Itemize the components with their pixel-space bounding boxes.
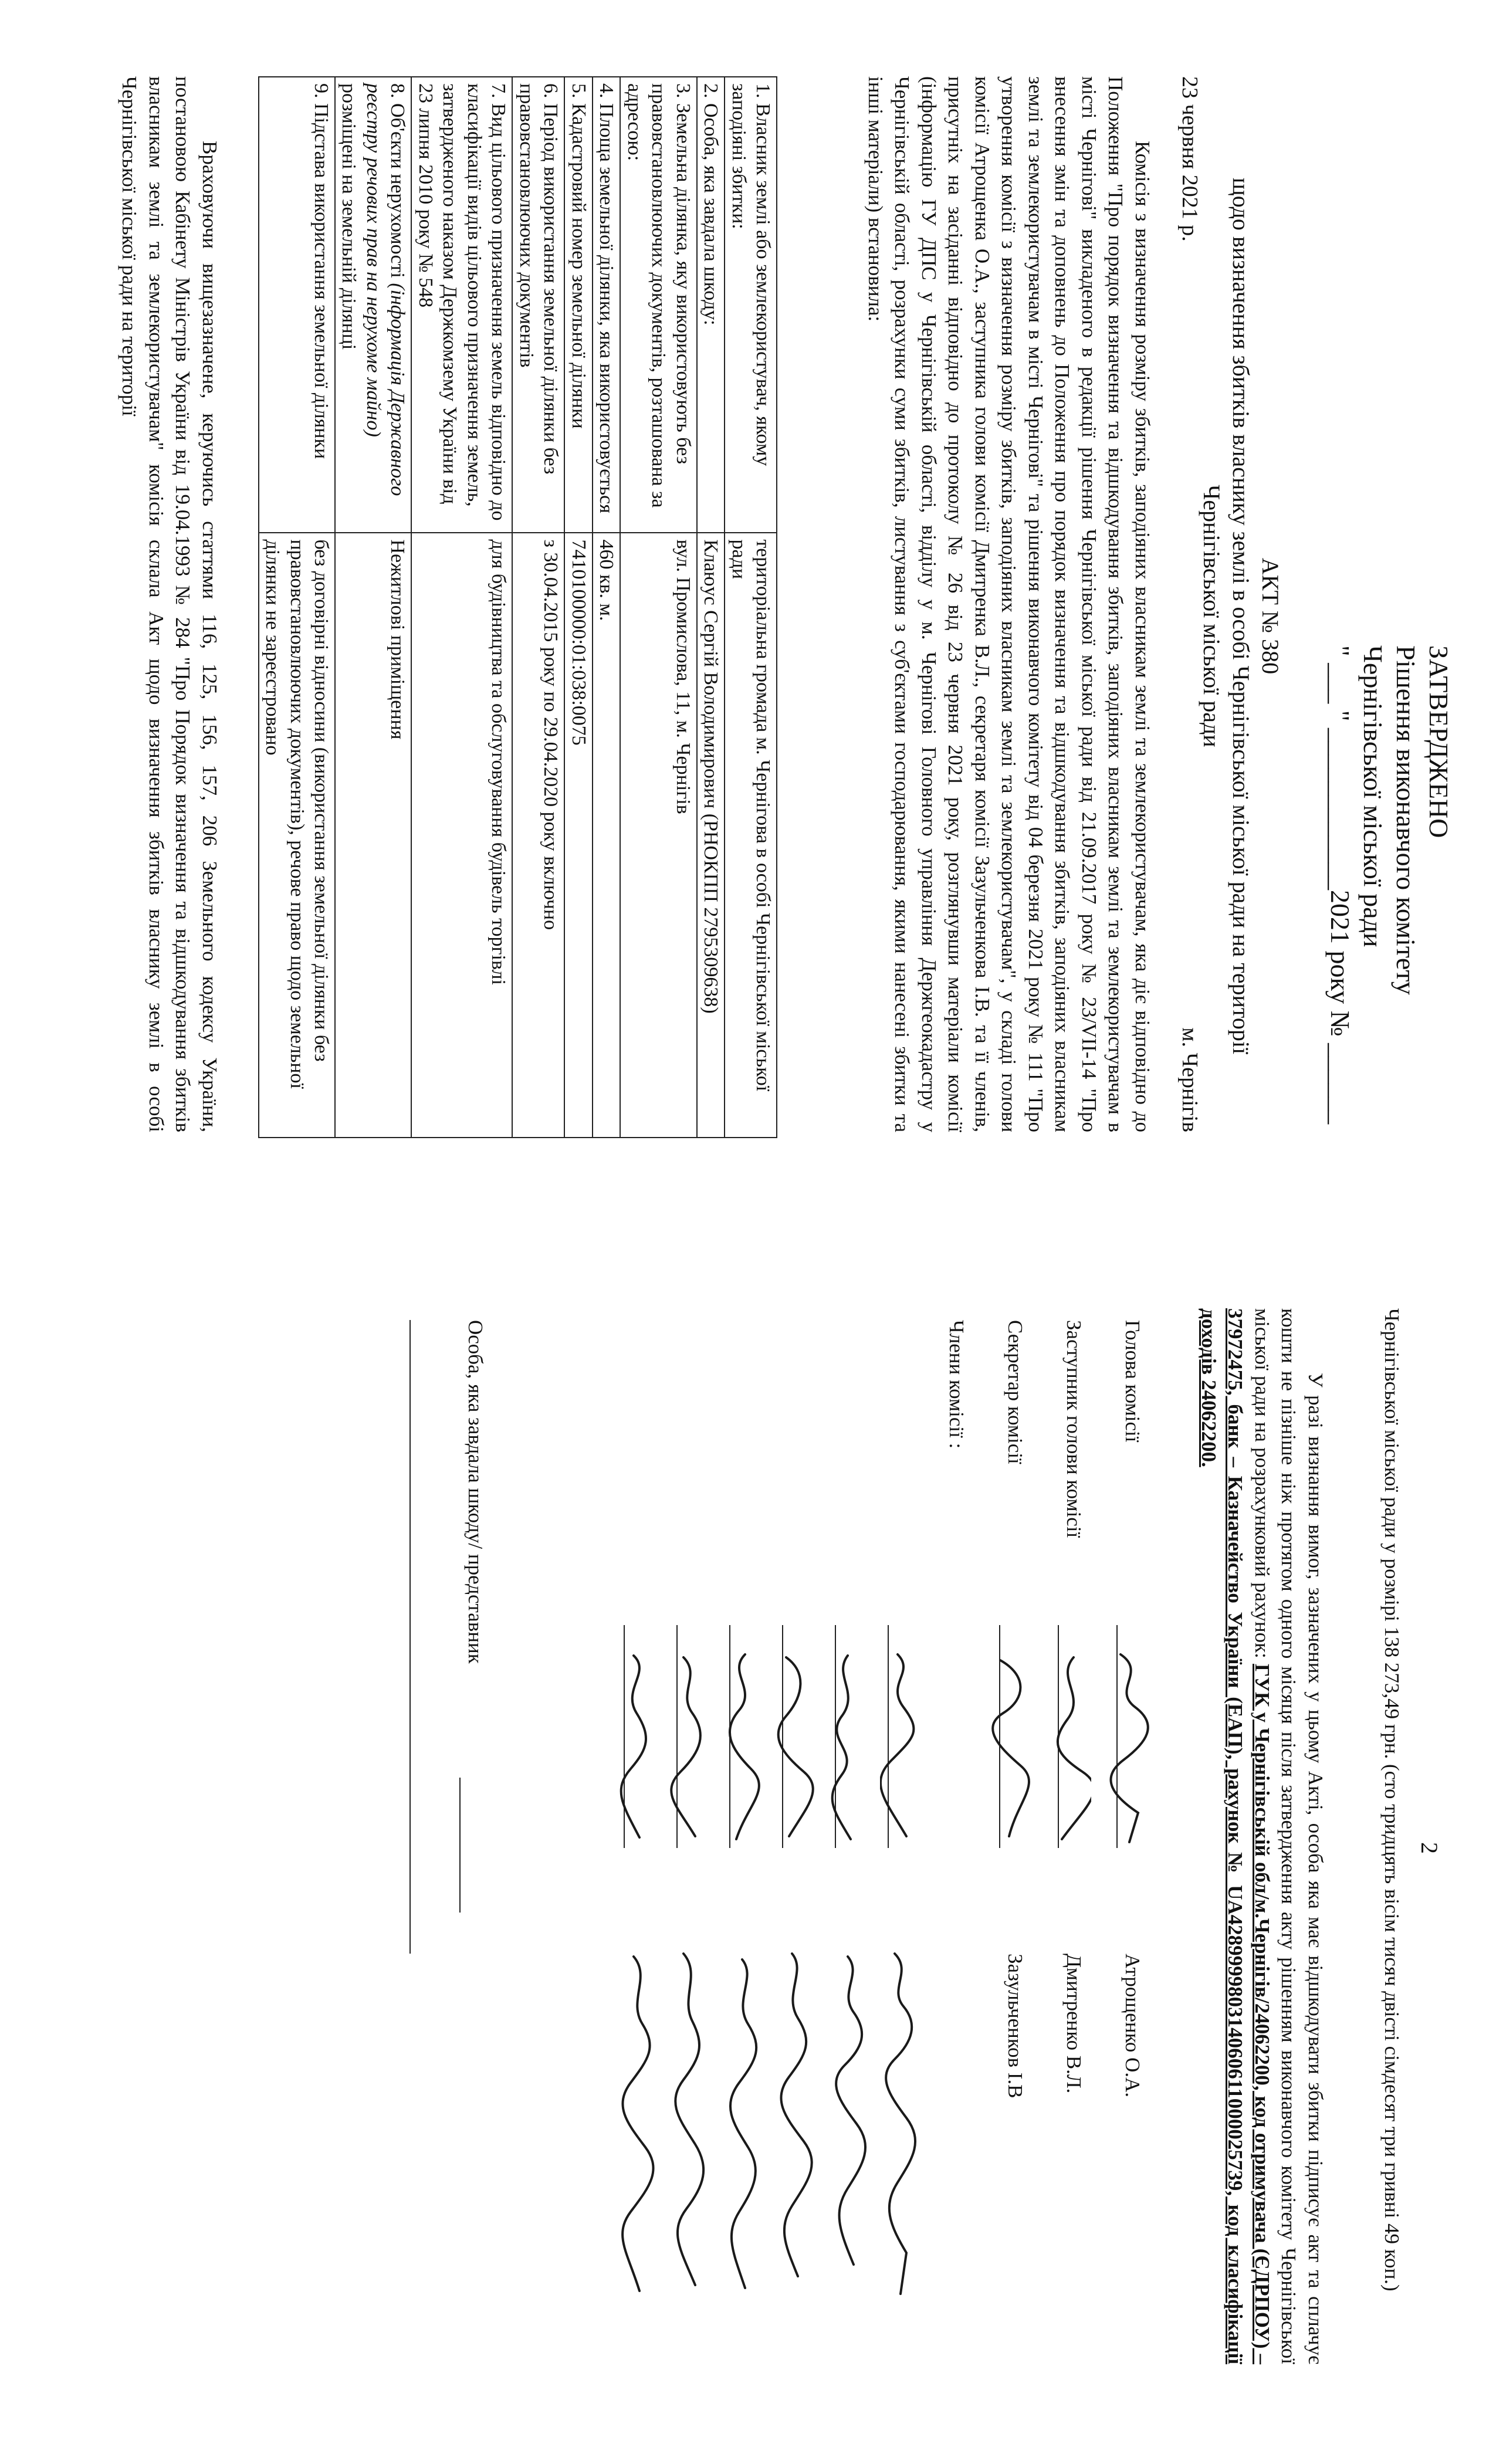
head-label: Голова комісії xyxy=(1121,1320,1144,1443)
act-place: м. Чернігів xyxy=(1177,1027,1202,1132)
handwritten-name-scribble xyxy=(613,1948,660,2300)
table-label-text: 8. Об'єкти нерухомості xyxy=(387,83,409,283)
signature-row-deputy xyxy=(1050,1320,1085,2259)
deputy-label: Заступник голови комісії xyxy=(1062,1320,1085,1538)
table-label-italic: (інформація Державного реєстру речових прав на нерухоме майно) xyxy=(362,83,409,496)
signature-row-secretary xyxy=(991,1320,1027,2259)
signature-row-members xyxy=(933,1320,968,2259)
head-name: Атрощенко О.А. xyxy=(1121,1954,1144,2097)
page-number: 2 xyxy=(1416,1842,1443,1854)
approval-line-1: Рішення виконавчого комітету xyxy=(1390,645,1421,995)
table-value: з 30.04.2015 року по 29.04.2020 року включно xyxy=(512,533,564,1138)
land-info-table xyxy=(258,76,777,1138)
table-label: 5. Кадастровий номер земельної ділянки xyxy=(564,77,592,533)
payment-text: У разі визнання вимог, зазначених у цьому Акті, особа яка має відшкодувати збитки підписує акт та сплачує кошти не пізніше ніж протягом одного місяця після затвердження акту рішенням виконавчого комітету Чернігівської міської ради на розрахунковий рахунок: xyxy=(1251,1308,1327,2364)
table-label-tail: розміщені на земельній ділянці xyxy=(338,83,360,350)
table-label: 4. Площа земельної ділянки, яка використовується xyxy=(593,77,620,533)
signature-row-head xyxy=(1109,1320,1144,2259)
signature-scribble xyxy=(991,1649,1033,1848)
secretary-name: Зазульченков І.В xyxy=(1004,1954,1027,2099)
table-row xyxy=(259,77,335,1138)
act-title-block xyxy=(1197,0,1285,1232)
table-value: Нежитлові приміщення xyxy=(335,533,411,1138)
table-label: 6. Період використання земельної ділянки без правовстановлюючих документів xyxy=(512,77,564,533)
table-value: для будівництва та обслуговування будівель торгівлі xyxy=(411,533,512,1138)
table-row xyxy=(725,77,777,1138)
perpetrator-label: Особа, яка завдала шкоду/ представник xyxy=(464,1320,487,1664)
payment-account-details: ГУК у Чернігівській обл/м.Чернігів/24062200, код отримувача (ЄДРПОУ) – 37972475, банк – Казначейство України (ЕАП), рахунок № UA428999980314060611000025739, код класифікації доходів 24062200. xyxy=(1197,1308,1274,2364)
approval-line-2: Чернігівської міської ради xyxy=(1358,645,1388,947)
member-signature-row xyxy=(669,1320,704,2259)
members-label: Члени комісії : xyxy=(945,1320,968,1449)
table-label: 2. Особа, яка завдала шкоду: xyxy=(697,77,725,533)
table-value: вул. Промислова, 11, м. Чернігів xyxy=(620,533,696,1138)
signature-scribble xyxy=(722,1649,763,1848)
approved-label: ЗАТВЕРДЖЕНО xyxy=(1424,645,1454,838)
table-value: територіальна громада м. Чернігова в особі Чернігівської міської ради xyxy=(725,533,777,1138)
table-row xyxy=(697,77,725,1138)
signature-scribble xyxy=(774,1649,815,1848)
approval-stamp-block xyxy=(1324,645,1455,1173)
handwritten-name-scribble xyxy=(719,1948,766,2300)
table-label: 9. Підстава використання земельної ділянки xyxy=(259,77,335,533)
member-signature-row xyxy=(827,1320,862,2259)
signature-scribble xyxy=(1109,1649,1150,1848)
signature-scribble xyxy=(880,1649,921,1848)
table-value: Клаюус Сергій Володимирович (РНОКПП 2795309638) xyxy=(697,533,725,1138)
table-row xyxy=(564,77,592,1138)
act-subtitle-1: щодо визначення збитків власнику землі в особі Чернігівської міської ради на території xyxy=(1228,177,1254,1055)
member-signature-row xyxy=(722,1320,757,2259)
handwritten-name-scribble xyxy=(666,1948,713,2300)
signature-scribble xyxy=(1050,1649,1091,1848)
signature-scribble xyxy=(616,1649,657,1848)
table-label: 1. Власник землі або землекористувач, якому заподіяні збитки: xyxy=(725,77,777,533)
handwritten-name-scribble xyxy=(771,1948,818,2300)
signature-scribble xyxy=(669,1649,710,1848)
perpetrator-signature-line xyxy=(459,1778,461,1913)
act-subtitle-2: Чернігівської міської ради xyxy=(1199,485,1225,747)
table-row xyxy=(335,77,411,1138)
page-two xyxy=(0,1232,1496,2464)
payment-paragraph xyxy=(1196,1308,1329,2364)
member-signature-row xyxy=(880,1320,915,2259)
table-value: 7410100000:01:038:0075 xyxy=(564,533,592,1138)
handwritten-name-scribble xyxy=(877,1948,924,2300)
intro-paragraph: Комісія з визначення розміру збитків, заподіяних власникам землі та землекористувачам, яка діє відповідно до Положення "Про порядок визначення та відшкодування збитків, заподіяних власникам землі та землекористувачам в місті Чернігові" викладеного в редакції рішення Чернігівської міської ради від 21.09.2017 року № 23/VII-14 "Про внесення змін та доповнень до Положення про порядок визначення та відшкодування збитків, заподіяних власникам землі та землекористувачам в місті Чернігові" та рішення виконавчого комітету від 04 березня 2021 року № 111 "Про утворення комісії з визначення розміру збитків, заподіяних власникам землі та землекористувачам", у складі голови комісії Атрощенка О.А., заступника голови комісії Дмитренка В.Л., секретаря комісії Зазульченкова І.В. та її членів, присутніх на засіданні відповідно до протоколу № 26 від 23 червня 2021 року, розглянувши матеріали комісії (інформацію ГУ ДПС у Чернігівській області, відділу у м. Чернігові Головного управління Держгеокадастру у Чернігівській області, розрахунки суми збитків, листування з суб'єктами господарювання, якими нанесені збитки та інші матеріали) встановила: xyxy=(864,76,1154,1132)
act-title: АКТ № 380 xyxy=(1257,557,1284,675)
table-label: 3. Земельна ділянка, яку використовують без правовстановлюючих документів, розташована за адресою: xyxy=(620,77,696,533)
signature-scribble xyxy=(827,1649,868,1848)
table-label: 7. Вид цільового призначення земель відповідно до класифікації видів цільового призначення земель, затвердженого наказом Держкомзему України від 23 липня 2010 року № 548 xyxy=(411,77,512,533)
approval-line-3: " ___ " ____________2021 року № ______ xyxy=(1325,645,1355,1125)
deputy-name: Дмитренко В.Л. xyxy=(1062,1954,1085,2094)
considering-paragraph: Враховуючи вищезазначене, керуючись статтями 116, 125, 156, 157, 206 Земельного кодексу України, постановою Кабінету Міністрів України від 19.04.1993 № 284 "Про Порядок визначення та відшкодування збитків власникам землі та землекористувачам" комісія склала Акт щодо визначення збитків власнику землі в особі Чернігівської міської ради на території xyxy=(118,76,221,1132)
perpetrator-name-line xyxy=(409,1320,411,1954)
table-row xyxy=(593,77,620,1138)
table-row xyxy=(620,77,696,1138)
table-label xyxy=(335,77,411,533)
act-date: 23 червня 2021 р. xyxy=(1177,76,1202,242)
table-value: 460 кв. м. xyxy=(593,533,620,1138)
secretary-label: Секретар комісії xyxy=(1004,1320,1027,1464)
table-value: без договірні відносини (використання земельної ділянки без правовстановлюючих документів), речове право щодо земельної ділянки не зареєстровано xyxy=(259,533,335,1138)
handwritten-name-scribble xyxy=(824,1948,871,2300)
member-signature-row xyxy=(616,1320,651,2259)
table-row xyxy=(512,77,564,1138)
member-signature-row xyxy=(774,1320,810,2259)
table-row xyxy=(411,77,512,1138)
amount-paragraph: Чернігівської міської ради у розмірі 138 273,49 грн. (сто тридцять вісім тисяч двісті сімдесят три гривні 49 коп.) xyxy=(1380,1308,1403,2292)
